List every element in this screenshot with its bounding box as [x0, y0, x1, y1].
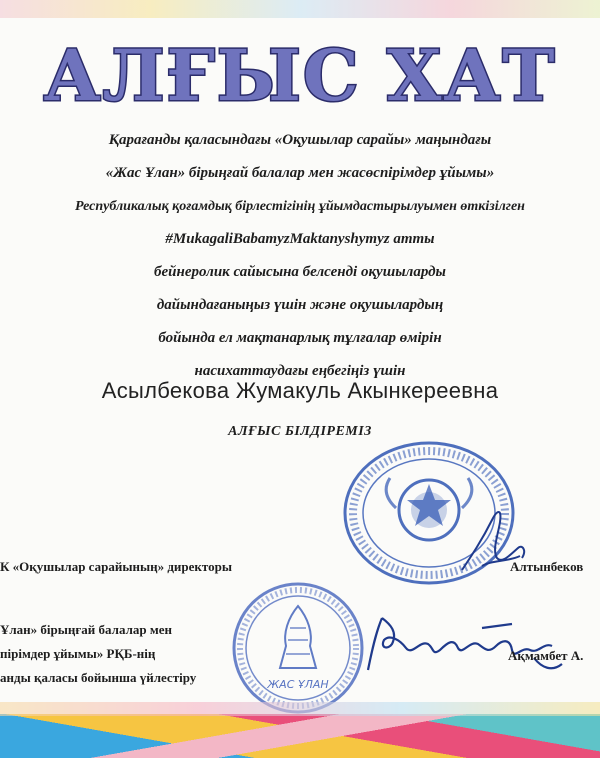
- body-line-2: «Жас Ұлан» бірыңғай балалар мен жасөспірімдер ұйымы»: [105, 165, 495, 181]
- body-line-1: Қарағанды қаласындағы «Оқушылар сарайы» маңындағы: [108, 132, 492, 148]
- second-signatory-title-line-3: анды қаласы бойынша үйлестіру: [0, 670, 197, 685]
- bottom-decorative-border: [0, 714, 600, 758]
- second-signatory-title-line-1: Ұлан» бірыңғай балалар мен: [0, 622, 172, 637]
- lower-signature: [362, 610, 582, 680]
- first-signatory-title: К «Оқушылар сарайының» директоры: [0, 559, 233, 574]
- certificate-body: [0, 124, 600, 388]
- title-banner: [0, 22, 600, 118]
- document-title: АЛҒЫС ХАТ: [43, 34, 557, 117]
- second-signatory-name: Ақмамбет А.: [508, 648, 584, 663]
- gratitude-line: АЛҒЫС БІЛДІРЕМІЗ: [228, 424, 372, 439]
- recipient-name: Асылбекова Жумакуль Акынкереевна: [101, 378, 499, 403]
- second-signatory-title-line-2: пірімдер ұйымы» РҚБ-нің: [0, 646, 156, 661]
- top-decorative-border: [0, 0, 600, 18]
- body-line-3: Республикалық қоғамдық бірлестігінің ұйымдастырылуымен өткізілген: [75, 199, 525, 214]
- body-line-8: насихаттаудағы еңбегіңіз үшін: [194, 363, 406, 379]
- body-line-6: дайындағаныңыз үшін және оқушылардың: [156, 297, 444, 313]
- body-line-5: бейнеролик сайысына белсенді оқушыларды: [154, 264, 446, 280]
- lower-stamp-label: ЖАС ҰЛАН: [267, 678, 329, 691]
- title-svg: [0, 22, 600, 118]
- body-line-7: бойында ел мақтанарлық тұлғалар өмірін: [158, 330, 442, 346]
- first-signatory-name: Алтынбеков: [510, 559, 584, 574]
- body-line-4: #MukagaliBabamyzMaktanyshymyz атты: [165, 231, 435, 247]
- lower-zhas-ulan-stamp: [228, 578, 368, 718]
